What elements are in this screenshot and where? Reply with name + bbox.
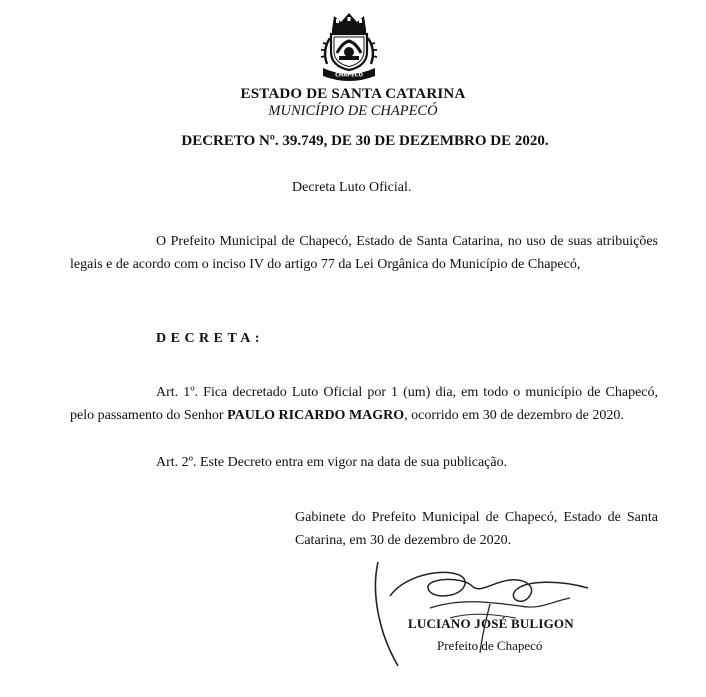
article-1-text-start: Art. 1º. Fica decretado Luto Oficial por 1 (um) dia, em todo o município de Chapecó, pelo passamento do Senhor	[70, 385, 658, 423]
decreta-heading: DECRETA:	[156, 331, 265, 346]
decree-ementa: Decreta Luto Oficial.	[292, 180, 412, 195]
article-1	[70, 381, 658, 427]
signer-role: Prefeito de Chapecó	[437, 638, 543, 653]
article-1-text-end: , ocorrido em 30 de dezembro de 2020.	[404, 408, 624, 423]
signer-name: LUCIANO JOSÉ BULIGON	[408, 616, 574, 631]
decree-preamble: O Prefeito Municipal de Chapecó, Estado de Santa Catarina, no uso de suas atribuições legais e de acordo com o inciso IV do artigo 77 da Lei Orgânica do Município de Chapecó,	[70, 234, 658, 272]
article-2: Art. 2º. Este Decreto entra em vigor na data de sua publicação.	[156, 455, 508, 470]
honoree-name: PAULO RICARDO MAGRO	[227, 408, 405, 423]
municipality-name: MUNICÍPIO DE CHAPECÓ	[268, 103, 438, 119]
decree-title: DECRETO Nº. 39.749, DE 30 DE DEZEMBRO DE 2020.	[181, 133, 549, 149]
closing-paragraph: Gabinete do Prefeito Municipal de Chapecó, Estado de Santa Catarina, em 30 de dezembro de 2020.	[295, 510, 658, 548]
coat-of-arms-seal	[318, 10, 380, 82]
state-name: ESTADO DE SANTA CATARINA	[240, 86, 466, 102]
coat-of-arms-ribbon-text: CHAPECÓ	[335, 72, 363, 79]
